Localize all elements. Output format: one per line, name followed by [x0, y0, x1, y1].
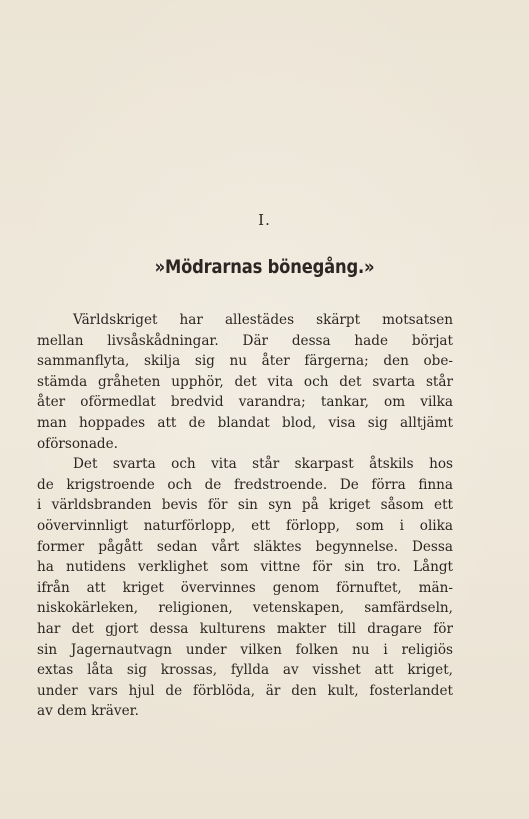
text-line: under vars hjul de förblöda, är den kult, fosterlandet	[37, 682, 453, 699]
text-line: stämda gråheten upphör, det vita och det svarta står	[37, 373, 453, 390]
text-line: man hoppades att de blandat blod, visa sig alltjämt	[37, 414, 453, 431]
text-line: åter oförmedlat bredvid varandra; tankar, om vilka	[37, 394, 453, 411]
text-line: Världskriget har allestädes skärpt motsatsen	[73, 312, 453, 328]
paragraph-1	[37, 310, 453, 454]
text-line: sin Jagernautvagn under vilken folken nu i religiös	[37, 641, 453, 658]
paragraph-2	[37, 454, 453, 722]
text-line: Det svarta och vita står skarpast åtskils hos	[73, 456, 453, 473]
text-line: ifrån att kriget övervinnes genom förnuftet, män-	[37, 579, 453, 596]
chapter-title: »Mödrarnas bönegång.»	[154, 256, 375, 278]
body-text	[37, 310, 453, 722]
text-line: sammanflyta, skilja sig nu åter färgerna; den obe-	[37, 353, 453, 370]
text-line: oövervinnligt naturförlopp, ett förlopp, som i olika	[37, 517, 453, 534]
chapter-number: I.	[258, 211, 271, 229]
text-line: i världsbranden bevis för sin syn på kriget såsom ett	[37, 497, 453, 514]
text-line: former pågått sedan vårt släktes begynnelse. Dessa	[37, 538, 453, 555]
text-line: extas låta sig krossas, fyllda av visshet att kriget,	[37, 662, 453, 679]
text-line: ha nutidens verklighet som vittne för sin tro. Långt	[37, 559, 453, 576]
text-line: har det gjort dessa kulturens makter till dragare för	[37, 620, 453, 637]
text-line: av dem kräver.	[37, 703, 139, 720]
text-line: oförsonade.	[37, 435, 118, 452]
text-line: de krigstroende och de fredstroende. De förra finna	[37, 476, 453, 493]
text-line: niskokärleken, religionen, vetenskapen, samfärdseln,	[37, 600, 453, 617]
text-line: mellan livsåskådningar. Där dessa hade börjat	[37, 332, 453, 349]
